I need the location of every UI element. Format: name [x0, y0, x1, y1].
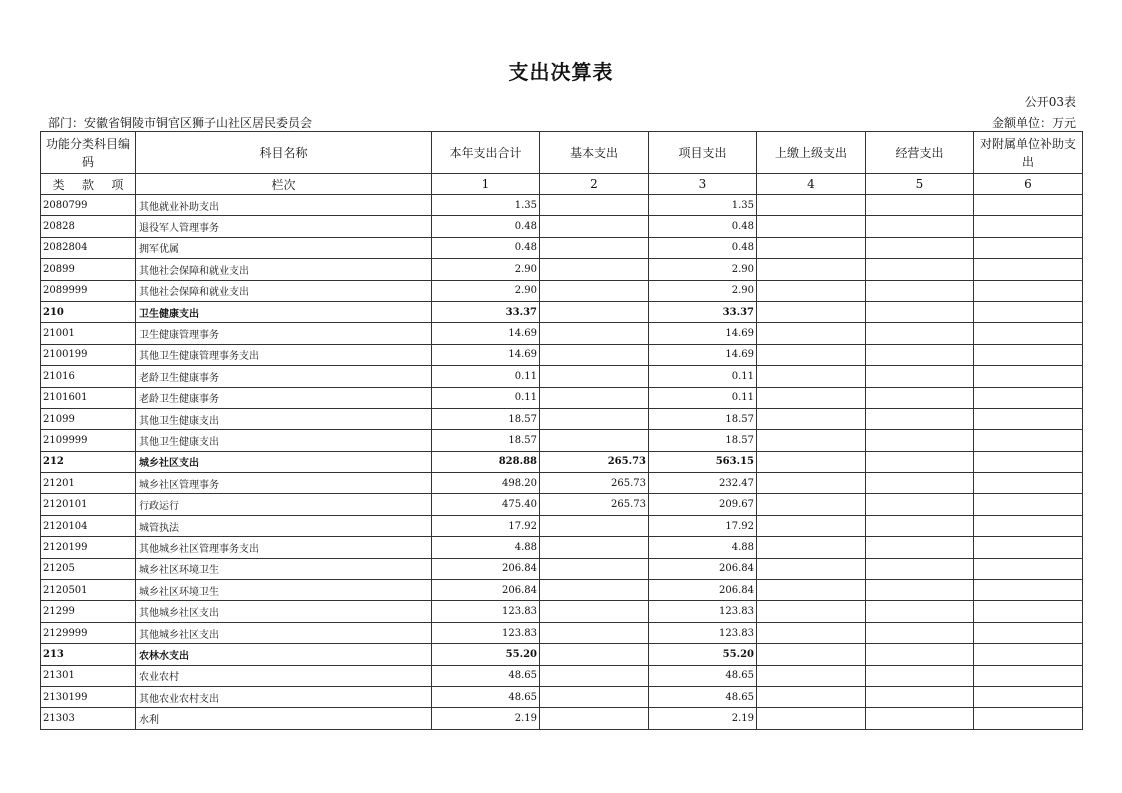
row-project: 209.67: [649, 494, 757, 515]
row-total: 2.90: [432, 280, 540, 301]
row-basic: 265.73: [540, 451, 649, 472]
header-subsidy: 对附属单位补助支出: [974, 132, 1083, 174]
row-business: [866, 494, 974, 515]
row-basic: [540, 537, 649, 558]
row-basic: [540, 216, 649, 237]
table-row: [41, 473, 1083, 494]
row-name: 行政运行: [136, 494, 432, 515]
row-business: [866, 323, 974, 344]
row-business: [866, 301, 974, 322]
row-subsidy: [974, 473, 1083, 494]
column-number-3: 3: [649, 174, 757, 195]
row-subsidy: [974, 344, 1083, 365]
row-business: [866, 195, 974, 216]
row-project: 563.15: [649, 451, 757, 472]
row-total: 55.20: [432, 644, 540, 665]
row-name: 卫生健康管理事务: [136, 323, 432, 344]
row-code: 2130199: [41, 686, 136, 707]
header-project: 项目支出: [649, 132, 757, 174]
row-subsidy: [974, 301, 1083, 322]
row-project: 18.57: [649, 408, 757, 429]
row-total: 0.48: [432, 237, 540, 258]
column-number-5: 5: [866, 174, 974, 195]
table-row: [41, 537, 1083, 558]
row-project: 206.84: [649, 558, 757, 579]
row-subsidy: [974, 216, 1083, 237]
row-name: 城乡社区环境卫生: [136, 580, 432, 601]
row-name: 农业农村: [136, 665, 432, 686]
row-code: 2129999: [41, 622, 136, 643]
row-total: 18.57: [432, 430, 540, 451]
row-total: 475.40: [432, 494, 540, 515]
row-total: 17.92: [432, 515, 540, 536]
row-project: 232.47: [649, 473, 757, 494]
row-name: 其他城乡社区支出: [136, 601, 432, 622]
column-number-1: 1: [432, 174, 540, 195]
row-business: [866, 708, 974, 729]
row-subsidy: [974, 665, 1083, 686]
row-code: 212: [41, 451, 136, 472]
row-total: 1.35: [432, 195, 540, 216]
row-name: 其他农业农村支出: [136, 686, 432, 707]
row-subsidy: [974, 237, 1083, 258]
row-basic: [540, 708, 649, 729]
row-basic: [540, 237, 649, 258]
row-business: [866, 558, 974, 579]
row-code: 2120101: [41, 494, 136, 515]
row-business: [866, 537, 974, 558]
table-row: [41, 580, 1083, 601]
row-code: 20899: [41, 259, 136, 280]
header-xiang: 项: [111, 177, 124, 192]
row-basic: [540, 644, 649, 665]
row-basic: [540, 323, 649, 344]
row-superior: [757, 216, 866, 237]
row-superior: [757, 280, 866, 301]
row-code: 21299: [41, 601, 136, 622]
row-basic: [540, 515, 649, 536]
row-subsidy: [974, 601, 1083, 622]
row-total: 2.19: [432, 708, 540, 729]
row-total: 14.69: [432, 344, 540, 365]
row-project: 2.90: [649, 259, 757, 280]
row-project: 55.20: [649, 644, 757, 665]
row-subsidy: [974, 451, 1083, 472]
row-superior: [757, 344, 866, 365]
row-superior: [757, 387, 866, 408]
row-code: 21301: [41, 665, 136, 686]
expenditure-table: [40, 131, 1083, 730]
row-total: 206.84: [432, 580, 540, 601]
row-superior: [757, 323, 866, 344]
row-code: 210: [41, 301, 136, 322]
row-basic: [540, 344, 649, 365]
row-superior: [757, 408, 866, 429]
row-superior: [757, 515, 866, 536]
row-code: 2120104: [41, 515, 136, 536]
row-business: [866, 408, 974, 429]
row-basic: [540, 622, 649, 643]
row-superior: [757, 195, 866, 216]
row-name: 其他社会保障和就业支出: [136, 259, 432, 280]
row-project: 14.69: [649, 344, 757, 365]
row-business: [866, 366, 974, 387]
row-name: 拥军优属: [136, 237, 432, 258]
row-total: 123.83: [432, 601, 540, 622]
row-project: 0.48: [649, 216, 757, 237]
row-business: [866, 644, 974, 665]
row-project: 33.37: [649, 301, 757, 322]
row-basic: [540, 301, 649, 322]
row-name: 卫生健康支出: [136, 301, 432, 322]
row-subsidy: [974, 708, 1083, 729]
row-business: [866, 622, 974, 643]
row-subsidy: [974, 387, 1083, 408]
row-superior: [757, 537, 866, 558]
row-code: 2109999: [41, 430, 136, 451]
row-subsidy: [974, 644, 1083, 665]
row-superior: [757, 494, 866, 515]
row-basic: [540, 195, 649, 216]
row-total: 2.90: [432, 259, 540, 280]
row-total: 48.65: [432, 686, 540, 707]
row-business: [866, 580, 974, 601]
row-basic: [540, 686, 649, 707]
row-subsidy: [974, 686, 1083, 707]
row-business: [866, 473, 974, 494]
row-total: 4.88: [432, 537, 540, 558]
row-superior: [757, 580, 866, 601]
table-row: [41, 601, 1083, 622]
row-project: 2.19: [649, 708, 757, 729]
row-name: 农林水支出: [136, 644, 432, 665]
row-basic: [540, 280, 649, 301]
row-basic: [540, 558, 649, 579]
row-code: 20828: [41, 216, 136, 237]
header-name: 科目名称: [136, 132, 432, 174]
row-total: 123.83: [432, 622, 540, 643]
row-basic: [540, 387, 649, 408]
column-number-4: 4: [757, 174, 866, 195]
row-project: 0.11: [649, 387, 757, 408]
row-superior: [757, 301, 866, 322]
table-row: [41, 408, 1083, 429]
row-superior: [757, 558, 866, 579]
row-superior: [757, 473, 866, 494]
table-row: [41, 494, 1083, 515]
row-name: 城乡社区管理事务: [136, 473, 432, 494]
row-superior: [757, 686, 866, 707]
row-project: 48.65: [649, 665, 757, 686]
row-code: 2080799: [41, 195, 136, 216]
row-code: 213: [41, 644, 136, 665]
row-name: 老龄卫生健康事务: [136, 387, 432, 408]
row-superior: [757, 644, 866, 665]
row-business: [866, 515, 974, 536]
table-row: [41, 686, 1083, 707]
row-superior: [757, 601, 866, 622]
row-name: 其他城乡社区管理事务支出: [136, 537, 432, 558]
row-total: 18.57: [432, 408, 540, 429]
row-code: 21303: [41, 708, 136, 729]
row-business: [866, 601, 974, 622]
form-number: 公开03表: [1024, 95, 1076, 109]
column-number-2: 2: [540, 174, 649, 195]
row-project: 1.35: [649, 195, 757, 216]
row-code: 2120199: [41, 537, 136, 558]
row-business: [866, 344, 974, 365]
table-row: [41, 195, 1083, 216]
row-superior: [757, 451, 866, 472]
row-superior: [757, 622, 866, 643]
row-name: 城乡社区环境卫生: [136, 558, 432, 579]
row-code: 2082804: [41, 237, 136, 258]
header-lei-kuan-xiang: [41, 174, 136, 195]
table-row: [41, 237, 1083, 258]
header-code: 功能分类科目编码: [41, 132, 136, 174]
row-code: 21205: [41, 558, 136, 579]
row-project: 48.65: [649, 686, 757, 707]
column-number-6: 6: [974, 174, 1083, 195]
header-lei: 类: [52, 177, 65, 192]
row-subsidy: [974, 558, 1083, 579]
row-business: [866, 280, 974, 301]
row-total: 48.65: [432, 665, 540, 686]
table-row: [41, 622, 1083, 643]
row-basic: 265.73: [540, 473, 649, 494]
row-business: [866, 259, 974, 280]
row-code: 21016: [41, 366, 136, 387]
row-total: 498.20: [432, 473, 540, 494]
row-subsidy: [974, 408, 1083, 429]
row-name: 其他社会保障和就业支出: [136, 280, 432, 301]
header-basic: 基本支出: [540, 132, 649, 174]
row-subsidy: [974, 195, 1083, 216]
row-superior: [757, 665, 866, 686]
row-subsidy: [974, 494, 1083, 515]
row-code: 21001: [41, 323, 136, 344]
row-project: 123.83: [649, 601, 757, 622]
row-total: 0.48: [432, 216, 540, 237]
header-business: 经营支出: [866, 132, 974, 174]
table-row: [41, 344, 1083, 365]
column-number-row: [41, 174, 1083, 195]
row-project: 17.92: [649, 515, 757, 536]
row-project: 123.83: [649, 622, 757, 643]
row-basic: 265.73: [540, 494, 649, 515]
row-name: 其他卫生健康支出: [136, 430, 432, 451]
row-name: 水利: [136, 708, 432, 729]
row-project: 0.11: [649, 366, 757, 387]
row-name: 其他卫生健康支出: [136, 408, 432, 429]
table-row: [41, 451, 1083, 472]
row-subsidy: [974, 515, 1083, 536]
row-subsidy: [974, 259, 1083, 280]
row-subsidy: [974, 580, 1083, 601]
row-subsidy: [974, 280, 1083, 301]
row-basic: [540, 408, 649, 429]
row-basic: [540, 665, 649, 686]
row-project: 14.69: [649, 323, 757, 344]
row-business: [866, 451, 974, 472]
row-name: 其他就业补助支出: [136, 195, 432, 216]
page-title: 支出决算表: [508, 60, 614, 84]
row-subsidy: [974, 323, 1083, 344]
table-body: [41, 195, 1083, 730]
row-superior: [757, 237, 866, 258]
row-total: 206.84: [432, 558, 540, 579]
row-superior: [757, 708, 866, 729]
row-project: 0.48: [649, 237, 757, 258]
row-subsidy: [974, 430, 1083, 451]
table-row: [41, 708, 1083, 729]
row-superior: [757, 366, 866, 387]
row-total: 0.11: [432, 387, 540, 408]
row-name: 城管执法: [136, 515, 432, 536]
table-row: [41, 665, 1083, 686]
row-name: 退役军人管理事务: [136, 216, 432, 237]
table-row: [41, 259, 1083, 280]
row-subsidy: [974, 537, 1083, 558]
table-row: [41, 387, 1083, 408]
row-code: 2100199: [41, 344, 136, 365]
row-business: [866, 665, 974, 686]
row-business: [866, 237, 974, 258]
row-business: [866, 686, 974, 707]
table-row: [41, 366, 1083, 387]
row-project: 2.90: [649, 280, 757, 301]
row-project: 4.88: [649, 537, 757, 558]
table-row: [41, 323, 1083, 344]
row-basic: [540, 259, 649, 280]
row-basic: [540, 430, 649, 451]
row-code: 2089999: [41, 280, 136, 301]
row-code: 2120501: [41, 580, 136, 601]
row-total: 14.69: [432, 323, 540, 344]
department-label: 部门：安徽省铜陵市铜官区狮子山社区居民委员会: [48, 116, 313, 130]
header-kuan: 款: [81, 177, 94, 192]
row-subsidy: [974, 622, 1083, 643]
row-project: 18.57: [649, 430, 757, 451]
row-code: 21201: [41, 473, 136, 494]
row-business: [866, 387, 974, 408]
row-total: 0.11: [432, 366, 540, 387]
table-row: [41, 216, 1083, 237]
table-row: [41, 430, 1083, 451]
table-row: [41, 558, 1083, 579]
row-basic: [540, 366, 649, 387]
header-lanci: 栏次: [136, 174, 432, 195]
row-name: 其他城乡社区支出: [136, 622, 432, 643]
row-superior: [757, 430, 866, 451]
row-business: [866, 216, 974, 237]
row-basic: [540, 580, 649, 601]
table-row: [41, 644, 1083, 665]
row-total: 828.88: [432, 451, 540, 472]
row-name: 城乡社区支出: [136, 451, 432, 472]
amount-unit-label: 金额单位：万元: [991, 116, 1076, 130]
row-project: 206.84: [649, 580, 757, 601]
row-code: 21099: [41, 408, 136, 429]
row-total: 33.37: [432, 301, 540, 322]
table-row: [41, 280, 1083, 301]
header-total: 本年支出合计: [432, 132, 540, 174]
row-business: [866, 430, 974, 451]
row-subsidy: [974, 366, 1083, 387]
table-row: [41, 301, 1083, 322]
header-row: [41, 132, 1083, 174]
table-row: [41, 515, 1083, 536]
header-superior: 上缴上级支出: [757, 132, 866, 174]
row-superior: [757, 259, 866, 280]
row-code: 2101601: [41, 387, 136, 408]
row-name: 其他卫生健康管理事务支出: [136, 344, 432, 365]
row-name: 老龄卫生健康事务: [136, 366, 432, 387]
row-basic: [540, 601, 649, 622]
